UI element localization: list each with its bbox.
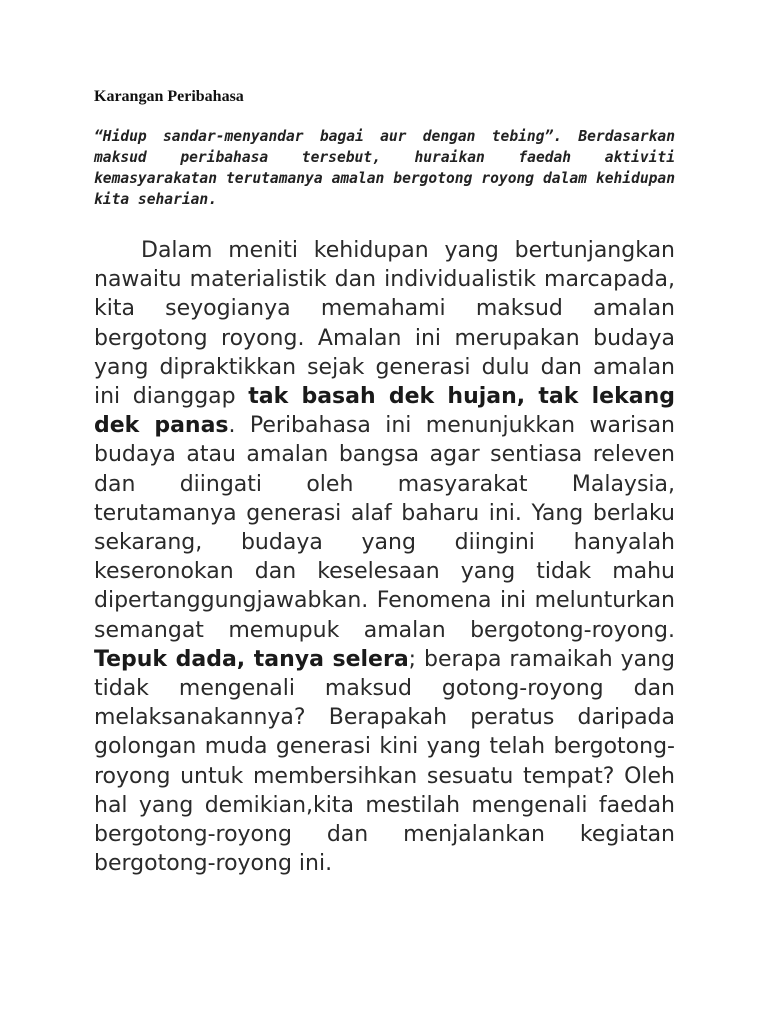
essay-question: “Hidup sandar-menyandar bagai aur dengan tebing”. Berdasarkan maksud peribahasa tersebut, huraikan faedah aktiviti kemasyarakatan terutamanya amalan bergotong royong dalam kehidupan kita seharian. bbox=[94, 128, 675, 208]
essay-text-part-3: ; berapa ramaikah yang tidak mengenali maksud gotong-royong dan melaksanakannya? Berapakah peratus daripada golongan muda generasi kini yang telah bergotong-royong untuk membersihkan sesuatu tempat? Oleh hal yang demikian,kita mestilah mengenali faedah bergotong-royong dan menjalankan kegiatan bergotong-royong ini. bbox=[94, 646, 675, 877]
proverb-highlight-2: Tepuk dada, tanya selera bbox=[94, 646, 409, 672]
proverb-highlight-1: tak basah dek hujan, tak lekang dek panas bbox=[94, 384, 675, 439]
essay-text-part-1: Dalam meniti kehidupan yang bertunjangkan nawaitu materialistik dan individualistik marcapada, kita seyogianya memahami maksud amalan bergotong royong. Amalan ini merupakan budaya yang dipraktikkan sejak generasi dulu dan amalan ini dianggap bbox=[94, 238, 675, 410]
essay-paragraph bbox=[94, 236, 675, 878]
document-title: Karangan Peribahasa bbox=[94, 88, 244, 105]
essay-text-part-2: . Peribahasa ini menunjukkan warisan budaya atau amalan bangsa agar sentiasa releven dan diingati oleh masyarakat Malaysia, terutamanya generasi alaf baharu ini. Yang berlaku sekarang, budaya yang diingini hanyalah keseronokan dan keselesaan yang tidak mahu dipertanggungjawabkan. Fenomena ini melunturkan semangat memupuk amalan bergotong-royong. bbox=[94, 413, 676, 643]
